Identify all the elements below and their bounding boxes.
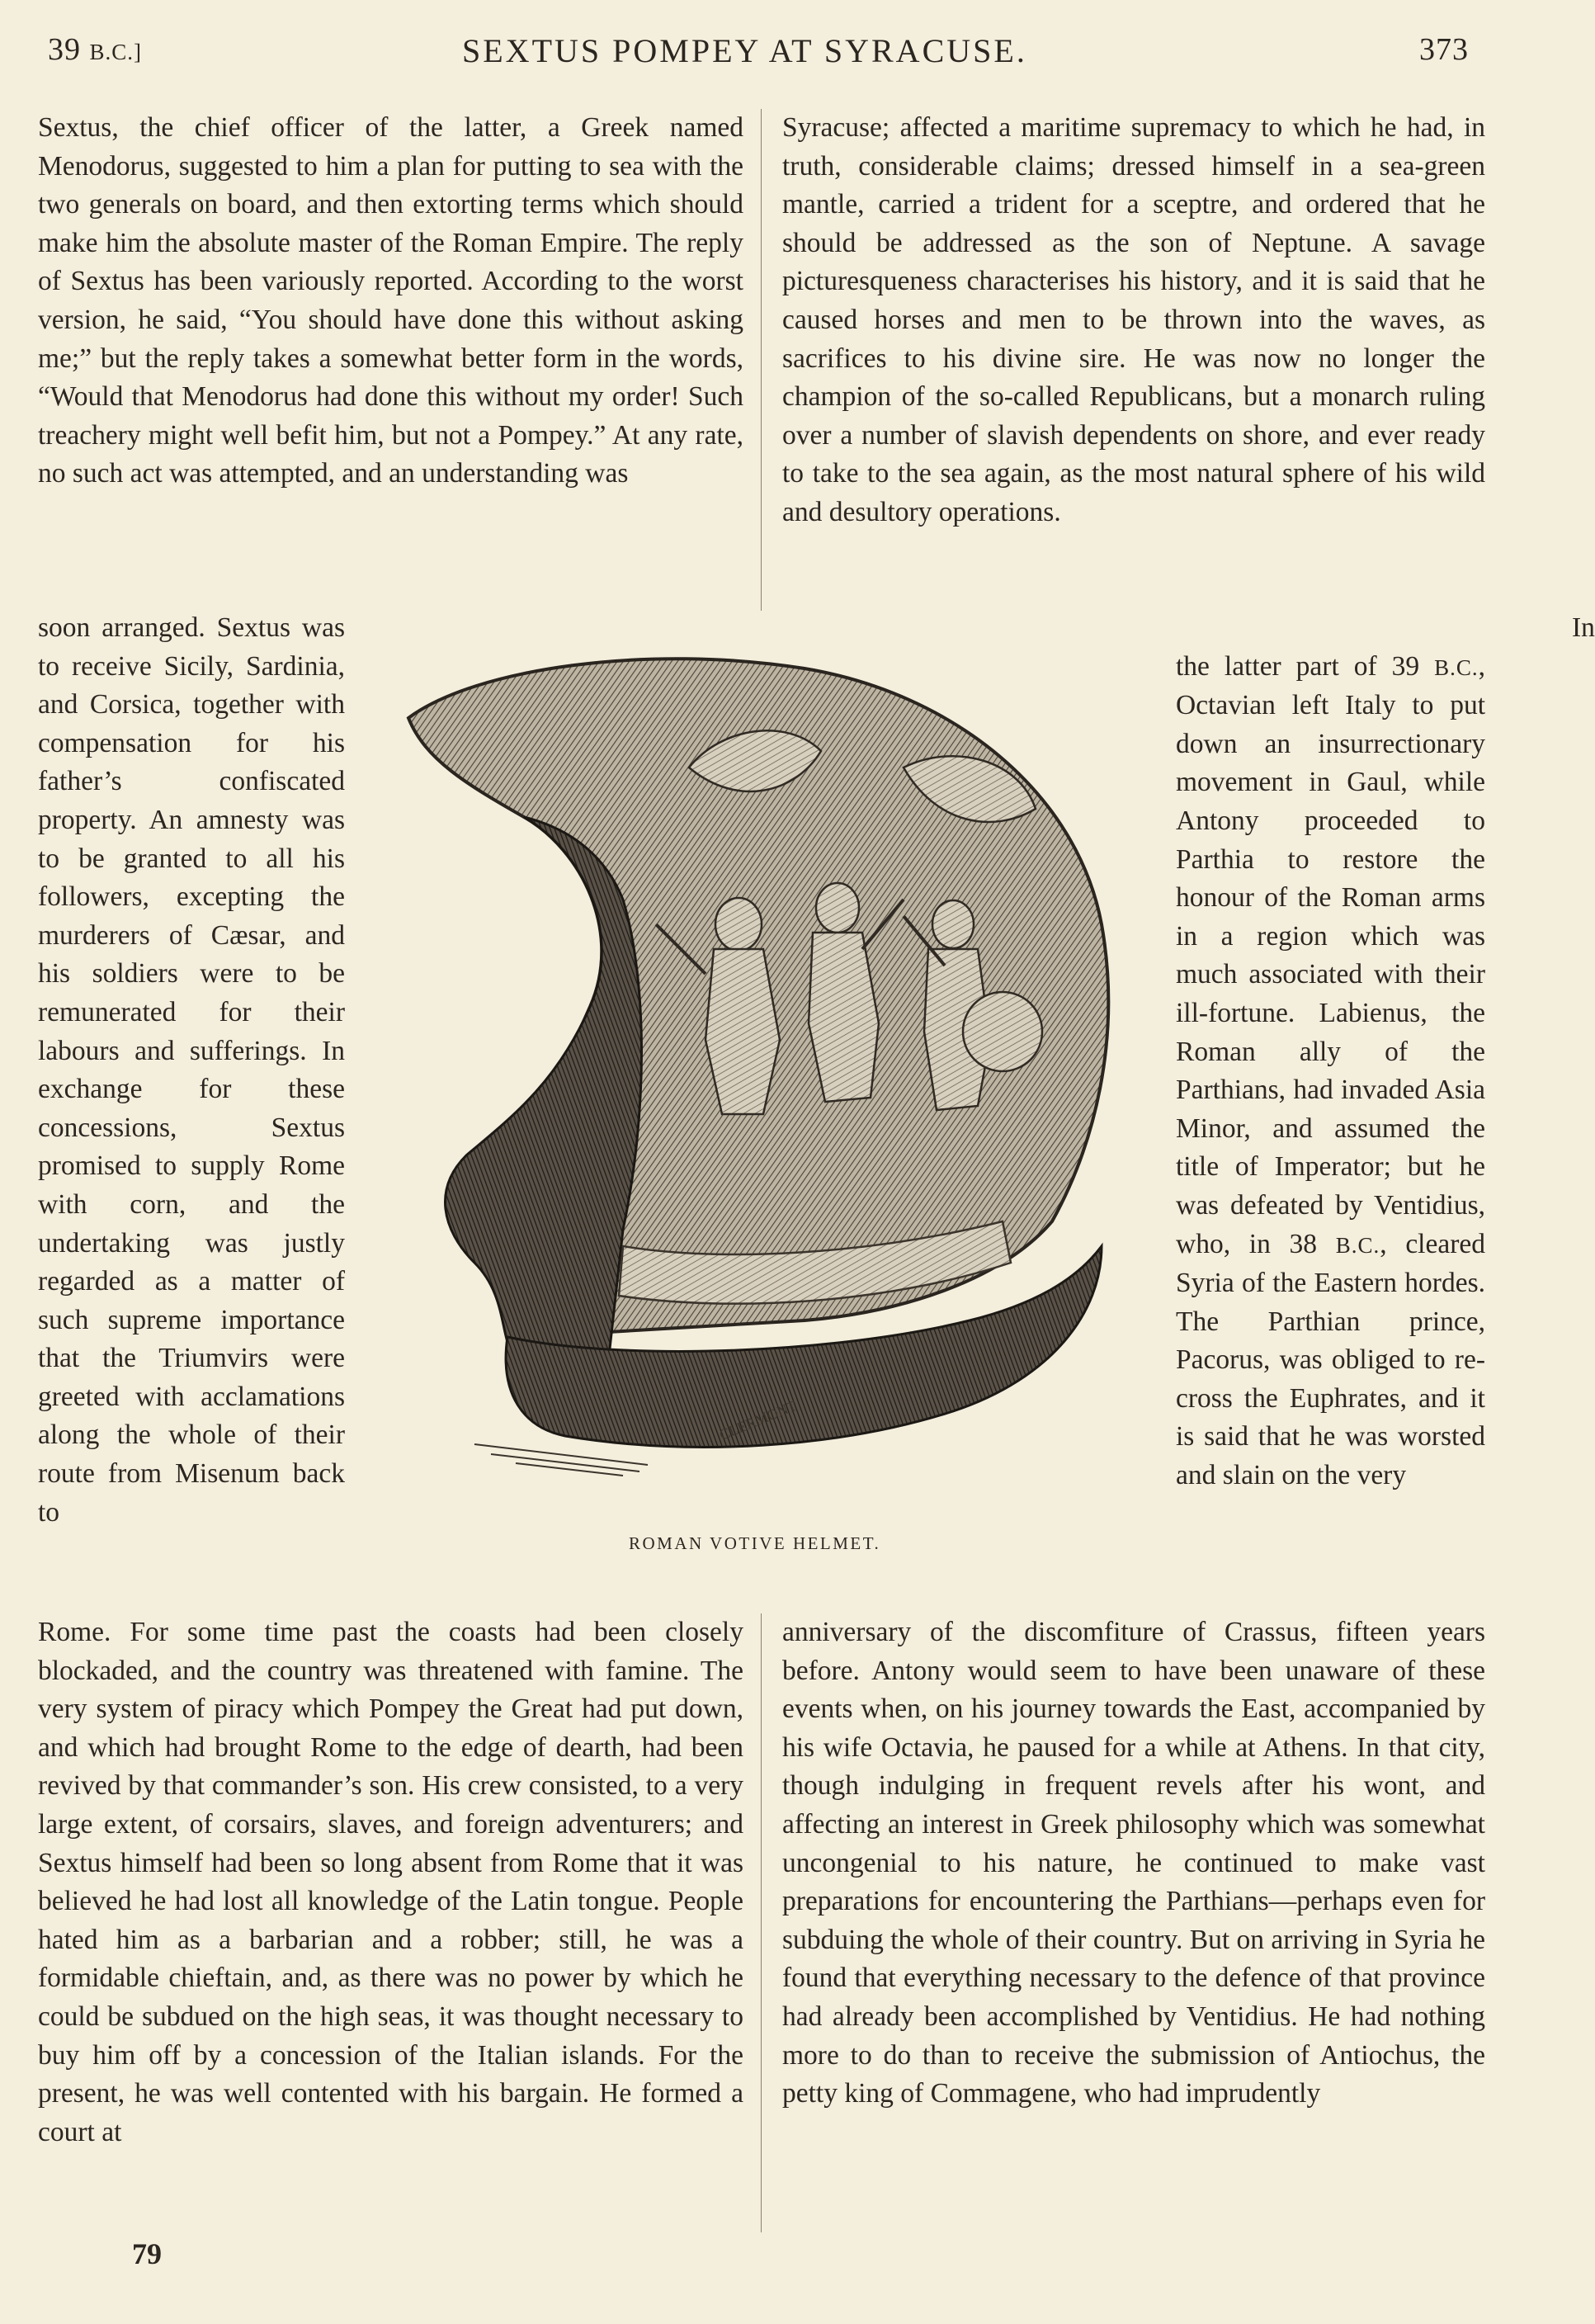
col2-top-paragraph: Syracuse; affected a maritime supremacy to which he had, in truth, considerable claims; dressed himself in a sea-green mantle, carried a trident for a sceptre, and ordered that he should be addressed as the son of Neptune. A savage picturesqueness characterises his history, and it is said that he caused horses and men to be thrown into the waves, as sacrifices to his divine sire. He was now no longer the champion of the so-called Republicans, but a monarch ruling over a number of slavish dependents on shore, and ever ready to take to the sea again, as the most natural sphere of his wild and desultory operations. xyxy=(782,112,1485,527)
running-head-year: 39 xyxy=(48,32,81,67)
era-abbrev: B.C. xyxy=(1434,654,1479,680)
col2-beside-part-b: , cleared Syria of the Eastern hordes. The Parthian prince, Pacorus, was obliged to re-cross the Euphrates, and it is said that he was worsted and slain on the very xyxy=(1176,1228,1486,1491)
signature-mark: 79 xyxy=(132,2237,162,2270)
figure-caption: ROMAN VOTIVE HELMET. xyxy=(629,1533,881,1553)
col2-beside-figure-text xyxy=(1176,609,1595,1495)
era-abbrev: B.C. xyxy=(1335,1232,1380,1258)
col2-beside-part-a: , Octavian left Italy to put down an insurrectionary movement in Gaul, while Antony proceeded to Parthia to restore the honour of the Roman arms in a region which was much associated with their ill-fortune. Labienus, the Roman ally of the Parthians, had invaded Asia Minor, and assumed the title of Imperator; but he was defeated by Ventidius, who, in 38 xyxy=(1176,650,1486,1259)
col1-top-paragraph: Sextus, the chief officer of the latter, a Greek named Menodorus, suggested to him a plan for putting to sea with the two generals on board, and then extorting terms which should make him the absolute master of the Roman Empire. The reply of Sextus has been variously reported. According to the worst version, he said, “You should have done this without asking me;” but the reply takes a somewhat better form in the words, “Would that Menodorus had done this without my order! Such treachery might well befit him, but not a Pompey.” At any rate, no such act was attempted, and an understanding was xyxy=(38,112,743,489)
column-rule-top xyxy=(761,109,762,611)
column-rule-bottom xyxy=(761,1613,762,2232)
running-head-era: B.C.] xyxy=(89,40,143,64)
col1-bottom-text: Rome. For some time past the coasts had been closely blockaded, and the country was threatened with famine. The very system of piracy which Pompey the Great had put down, and which had brought Rome to the edge of dearth, had been revived by that commander’s son. His crew consisted, to a very large extent, of corsairs, slaves, and foreign adventurers; and Sextus himself had been so long absent from Rome that it was believed he had lost all knowledge of the Latin tongue. People hated him as a barbarian and a robber; still, he was a formidable chieftain, and, as there was no power by which he could be subdued on the high seas, it was thought necessary to buy him off by a concession of the Italian islands. For the present, he was well contented with his bargain. He formed a court at xyxy=(38,1617,743,2147)
running-head-title: SEXTUS POMPEY AT SYRACUSE. xyxy=(462,32,1027,69)
col2-bottom-text: anniversary of the discomfiture of Crassus, fifteen years before. Antony would seem to have been unaware of these events when, on his journey towards the East, accompanied by his wife Octavia, he paused for a while at Athens. In that city, though indulging in frequent revels after his wont, and affecting an interest in Greek philosophy which was somewhat uncongenial to his nature, he continued to make vast preparations for encountering the Parthians—perhaps even for subduing the whole of their country. But on arriving in Syria he found that everything necessary to the defence of that province had already been accomplished by Ventidius. He had nothing more to do than to receive the submission of Antiochus, the petty king of Commagene, who had imprudently xyxy=(782,1617,1485,2109)
engraver-signature: CLERMONT xyxy=(717,1397,800,1443)
col1-beside-figure-text: soon arranged. Sextus was to receive Sicily, Sardinia, and Corsica, together with compensation for his father’s confiscated property. An amnesty was to be granted to all his followers, excepting the murderers of Cæsar, and his soldiers were to be remunerated for their labours and sufferings. In exchange for these concessions, Sextus promised to supply Rome with corn, and the undertaking was justly regarded as a matter of such supreme importance that the Triumvirs were greeted with acclamations along the whole of their route from Misenum back to xyxy=(38,612,345,1528)
page-number: 373 xyxy=(1419,32,1469,67)
col2-beside-lead: In the latter part of 39 xyxy=(1176,612,1595,682)
running-head-date xyxy=(48,31,142,68)
roman-votive-helmet-engraving xyxy=(375,652,1147,1477)
